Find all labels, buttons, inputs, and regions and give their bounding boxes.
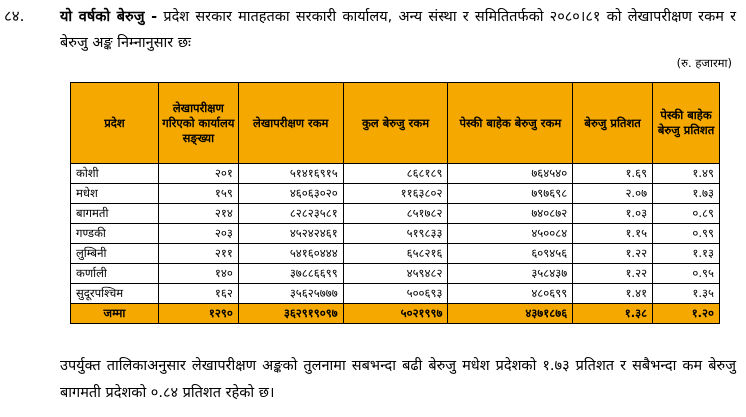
total-beruju-cell: ८६८१८९	[343, 164, 448, 184]
total-beruju-cell: ८५१७८२	[343, 204, 448, 224]
total-beruju-cell: ५१९८३३	[343, 224, 448, 244]
beruju-excl-advance-cell: ६०९४५६	[448, 244, 573, 264]
beruju-excl-advance-percent-cell: १.४९	[653, 164, 720, 184]
office-count-cell: १६२	[158, 284, 238, 304]
table-row	[71, 224, 720, 244]
beruju-percent-cell: १.१५	[573, 224, 653, 244]
beruju-excl-advance-cell: ४५००८४	[448, 224, 573, 244]
beruju-percent-cell: १.२२	[573, 244, 653, 264]
beruju-excl-advance-percent-cell: ०.८९	[653, 204, 720, 224]
beruju-percent-cell: १.२२	[573, 264, 653, 284]
total-beruju-excl-advance-percent-cell: १.२०	[653, 304, 720, 324]
header-cell: कुल बेरुजु रकम	[343, 83, 448, 164]
audit-amount-cell: ४५२४२४६१	[238, 224, 343, 244]
audit-amount-cell: ८२८२३५८१	[238, 204, 343, 224]
office-count-cell: १५९	[158, 184, 238, 204]
beruju-excl-advance-cell: ७९७६९८	[448, 184, 573, 204]
province-cell: गण्डकी	[71, 224, 159, 244]
table-total-row	[71, 304, 720, 324]
office-count-cell: २०१	[158, 164, 238, 184]
audit-amount-cell: ५४१६०४४४	[238, 244, 343, 264]
beruju-excl-advance-cell: ७४०८७२	[448, 204, 573, 224]
total-beruju-cell: ६५८२१६	[343, 244, 448, 264]
total-beruju-cell: ५००६९३	[343, 284, 448, 304]
table-row	[71, 284, 720, 304]
audit-table	[70, 82, 720, 324]
header-cell: पेस्की बाहेक बेरुजु प्रतिशत	[653, 83, 720, 164]
table-row	[71, 184, 720, 204]
audit-amount-cell: ३७८८६६९९	[238, 264, 343, 284]
beruju-excl-advance-percent-cell: १.७३	[653, 184, 720, 204]
intro-paragraph	[60, 4, 736, 56]
province-cell: सुदूरपश्चिम	[71, 284, 159, 304]
total-beruju-percent-cell: १.३८	[573, 304, 653, 324]
header-cell: लेखापरीक्षण गरिएको कार्यालय सङ्ख्या	[158, 83, 238, 164]
header-cell: लेखापरीक्षण रकम	[238, 83, 343, 164]
unit-note: (रु. हजारमा)	[676, 56, 732, 70]
province-cell: बागमती	[71, 204, 159, 224]
total-label-cell: जम्मा	[71, 304, 159, 324]
beruju-percent-cell: १.०३	[573, 204, 653, 224]
intro-text: प्रदेश सरकार मातहतका सरकारी कार्यालय, अन्य संस्था र समितितर्फको २०८०।८१ को लेखापरीक्षण रकम र बेरुजु अङ्क निम्नानुसार छः	[60, 9, 737, 51]
beruju-excl-advance-percent-cell: ०.९५	[653, 264, 720, 284]
beruju-percent-cell: २.०७	[573, 184, 653, 204]
table-row	[71, 204, 720, 224]
province-cell: लुम्बिनी	[71, 244, 159, 264]
office-count-cell: २०३	[158, 224, 238, 244]
header-cell: बेरुजु प्रतिशत	[573, 83, 653, 164]
office-count-cell: २१४	[158, 204, 238, 224]
table-row	[71, 264, 720, 284]
table-row	[71, 244, 720, 264]
beruju-excl-advance-cell: ७६४५४०	[448, 164, 573, 184]
beruju-excl-advance-cell: ३५८४३७	[448, 264, 573, 284]
total-beruju-cell: ५०२१९९७	[343, 304, 448, 324]
total-audit-amount-cell: ३६२९१९०९७	[238, 304, 343, 324]
beruju-excl-advance-percent-cell: १.३५	[653, 284, 720, 304]
total-beruju-excl-advance-cell: ४३७१८७६	[448, 304, 573, 324]
province-cell: कोशी	[71, 164, 159, 184]
paragraph-number: ८४.	[4, 7, 25, 25]
table-row	[71, 164, 720, 184]
beruju-percent-cell: १.४१	[573, 284, 653, 304]
office-count-cell: १४०	[158, 264, 238, 284]
beruju-percent-cell: १.६९	[573, 164, 653, 184]
header-cell: प्रदेश	[71, 83, 159, 164]
office-count-cell: २११	[158, 244, 238, 264]
beruju-excl-advance-cell: ४८०६९९	[448, 284, 573, 304]
beruju-excl-advance-percent-cell: ०.९९	[653, 224, 720, 244]
total-beruju-cell: ४५९४८२	[343, 264, 448, 284]
table-header-row	[71, 83, 720, 164]
province-cell: कर्णाली	[71, 264, 159, 284]
beruju-excl-advance-percent-cell: १.१३	[653, 244, 720, 264]
audit-amount-cell: ५१४१६९१५	[238, 164, 343, 184]
intro-heading: यो वर्षको बेरुजु -	[60, 9, 158, 25]
header-cell: पेस्की बाहेक बेरुजु रकम	[448, 83, 573, 164]
audit-amount-cell: ३५६२५७७७	[238, 284, 343, 304]
closing-paragraph: उपर्युक्त तालिकाअनुसार लेखापरीक्षण अङ्कको तुलनामा सबभन्दा बढी बेरुजु मधेश प्रदेशको १.७३ प्रतिशत र सबैभन्दा कम बेरुजु बागमती प्रदेशको ०.८४ प्रतिशत रहेको छ।	[60, 358, 736, 401]
total-beruju-cell: ११६३८०२	[343, 184, 448, 204]
audit-amount-cell: ४६०६३०२०	[238, 184, 343, 204]
province-cell: मधेश	[71, 184, 159, 204]
total-office-count-cell: १२९०	[158, 304, 238, 324]
